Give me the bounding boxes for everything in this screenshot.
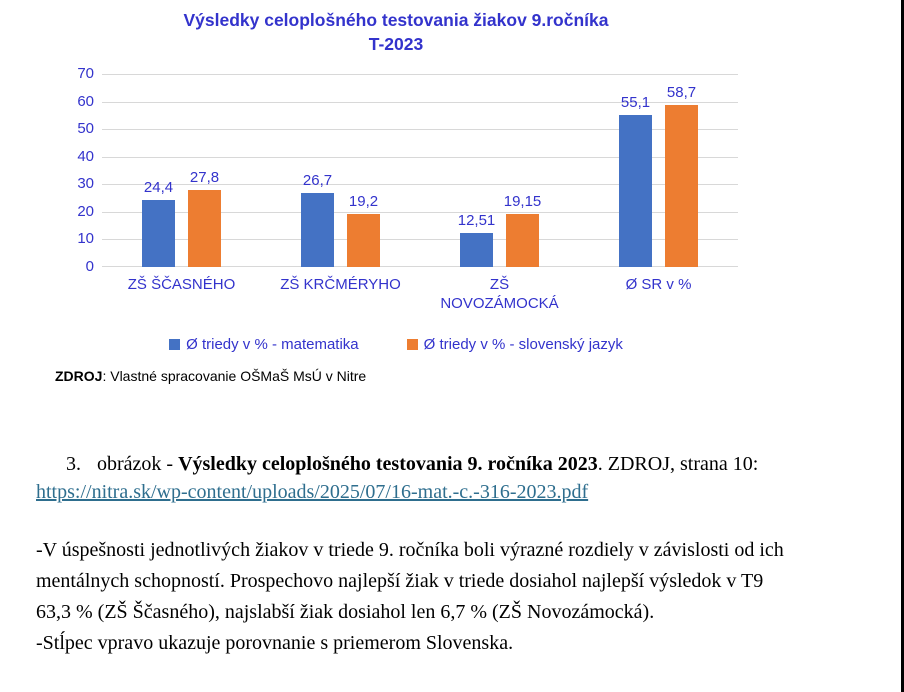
y-axis-tick-label: 60 [77, 92, 94, 110]
y-axis-tick-label: 10 [77, 230, 94, 248]
body-line: -V úspešnosti jednotlivých žiakov v triede 9. ročníka boli výrazné rozdiely v závislosti od ich [36, 539, 784, 561]
chart-title [40, 8, 752, 56]
bar [142, 200, 175, 267]
bar [506, 214, 539, 267]
legend-item-matematika [169, 336, 359, 353]
bar-value-label: 19,2 [348, 193, 379, 210]
bar-value-label: 26,7 [302, 172, 333, 189]
bar-value-label: 19,15 [503, 193, 542, 210]
figure-caption [36, 451, 758, 477]
body-paragraph [36, 535, 886, 659]
x-axis-category-label: ZŠ NOVOZÁMOCKÁ [440, 276, 559, 312]
x-axis-category-label: ZŠ KRČMÉRYHO [280, 276, 401, 293]
chart-legend [40, 336, 752, 353]
source-note-label: ZDROJ [55, 368, 103, 384]
gridline [102, 74, 738, 75]
caption-suffix: . ZDROJ, strana 10: [597, 453, 759, 475]
legend-swatch-orange [407, 339, 418, 350]
x-axis-category-label: ZŠ ŠČASNÉHO [127, 276, 236, 293]
source-link[interactable]: https://nitra.sk/wp-content/uploads/2025/07/16-mat.-c.-316-2023.pdf [36, 481, 589, 503]
chart-title-line2: T-2023 [368, 34, 424, 54]
bar-value-label: 55,1 [620, 94, 651, 111]
legend-label: Ø triedy v % - slovenský jazyk [423, 336, 623, 353]
plot-area [102, 74, 738, 312]
caption-number: 3. [66, 453, 81, 475]
caption-title: Výsledky celoplošného testovania 9. ročníka 2023 [178, 453, 598, 475]
y-axis-tick-label: 50 [77, 120, 94, 138]
body-line: -Stĺpec vpravo ukazuje porovnanie s priemerom Slovenska. [36, 632, 514, 654]
y-axis-tick-label: 20 [77, 202, 94, 220]
source-note-text: : Vlastné spracovanie OŠMaŠ MsÚ v Nitre [102, 368, 367, 384]
bar-value-label: 27,8 [189, 169, 220, 186]
bar [460, 233, 493, 267]
bar [665, 105, 698, 267]
bar [301, 193, 334, 267]
y-axis-tick-label: 40 [77, 147, 94, 165]
y-axis-tick-label: 0 [85, 258, 94, 275]
y-axis-tick-label: 70 [77, 65, 94, 82]
bar [619, 115, 652, 267]
body-line: 63,3 % (ZŠ Ščasného), najslabší žiak dosiahol len 6,7 % (ZŠ Novozámocká). [36, 601, 655, 623]
caption-prefix: obrázok - [97, 453, 179, 475]
y-axis-tick-label: 30 [77, 175, 94, 193]
bar-value-label: 12,51 [457, 212, 496, 229]
bar-value-label: 58,7 [666, 84, 697, 101]
caption-link-line [36, 479, 588, 505]
chart-title-line1: Výsledky celoplošného testovania žiakov 9.ročníka [183, 10, 609, 30]
bar [188, 190, 221, 267]
legend-item-slovensky-jazyk [407, 336, 623, 353]
bar-chart [40, 8, 752, 360]
legend-swatch-blue [169, 339, 180, 350]
legend-label: Ø triedy v % - matematika [186, 336, 359, 353]
bar [347, 214, 380, 267]
body-line: mentálnych schopností. Prospechovo najlepší žiak v triede dosiahol najlepší výsledok v T9 [36, 570, 764, 592]
x-axis-category-label: Ø SR v % [625, 276, 692, 293]
source-note [55, 368, 366, 384]
bar-value-label: 24,4 [143, 179, 174, 196]
